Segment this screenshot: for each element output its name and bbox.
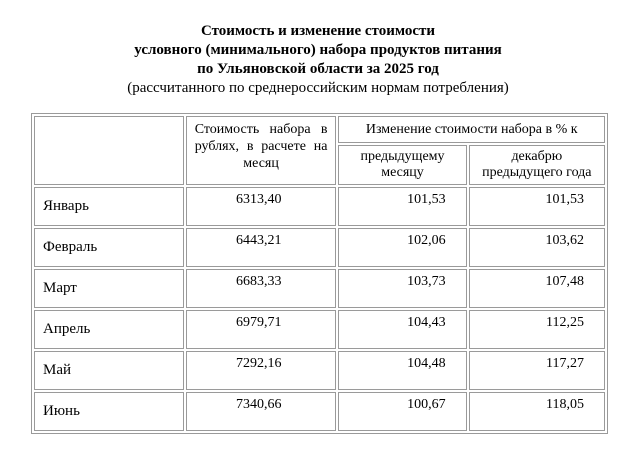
food-basket-cost-table bbox=[31, 113, 608, 434]
month-cell: Февраль bbox=[34, 228, 184, 267]
prev-month-cell: 103,73 bbox=[338, 269, 466, 308]
table-row bbox=[34, 187, 605, 226]
table-row bbox=[34, 228, 605, 267]
cost-cell: 6979,71 bbox=[186, 310, 337, 349]
month-cell: Июнь bbox=[34, 392, 184, 431]
cost-cell: 6313,40 bbox=[186, 187, 337, 226]
dec-prev-year-cell: 107,48 bbox=[469, 269, 605, 308]
document-title bbox=[0, 22, 636, 98]
table-row bbox=[34, 310, 605, 349]
dec-prev-year-cell: 101,53 bbox=[469, 187, 605, 226]
prev-month-cell: 104,48 bbox=[338, 351, 466, 390]
prev-month-cell: 102,06 bbox=[338, 228, 466, 267]
dec-prev-year-cell: 112,25 bbox=[469, 310, 605, 349]
cost-cell: 6683,33 bbox=[186, 269, 337, 308]
table-row bbox=[34, 392, 605, 431]
prev-month-cell: 101,53 bbox=[338, 187, 466, 226]
header-dec-prev-year: декабрю предыдущего года bbox=[469, 145, 605, 185]
table-header-row bbox=[34, 116, 605, 143]
month-cell: Январь bbox=[34, 187, 184, 226]
month-cell: Май bbox=[34, 351, 184, 390]
title-line-1: Стоимость и изменение стоимости bbox=[200, 23, 436, 39]
cost-cell: 6443,21 bbox=[186, 228, 337, 267]
cost-cell: 7292,16 bbox=[186, 351, 337, 390]
month-cell: Март bbox=[34, 269, 184, 308]
month-cell: Апрель bbox=[34, 310, 184, 349]
cost-cell: 7340,66 bbox=[186, 392, 337, 431]
dec-prev-year-cell: 103,62 bbox=[469, 228, 605, 267]
header-prev-month: предыдущему месяцу bbox=[338, 145, 466, 185]
title-line-2: условного (минимального) набора продуктов питания bbox=[134, 42, 502, 58]
prev-month-cell: 104,43 bbox=[338, 310, 466, 349]
dec-prev-year-cell: 118,05 bbox=[469, 392, 605, 431]
header-empty-cell bbox=[34, 116, 184, 185]
dec-prev-year-cell: 117,27 bbox=[469, 351, 605, 390]
table-row bbox=[34, 351, 605, 390]
table-row bbox=[34, 269, 605, 308]
header-change: Изменение стоимости набора в % к bbox=[338, 116, 605, 143]
title-subtitle: (рассчитанного по среднероссийским нормам потребления) bbox=[127, 80, 509, 96]
title-line-3: по Ульяновской области за 2025 год bbox=[197, 61, 439, 77]
prev-month-cell: 100,67 bbox=[338, 392, 466, 431]
header-cost: Стоимость набора в рублях, в расчете на месяц bbox=[186, 116, 337, 185]
